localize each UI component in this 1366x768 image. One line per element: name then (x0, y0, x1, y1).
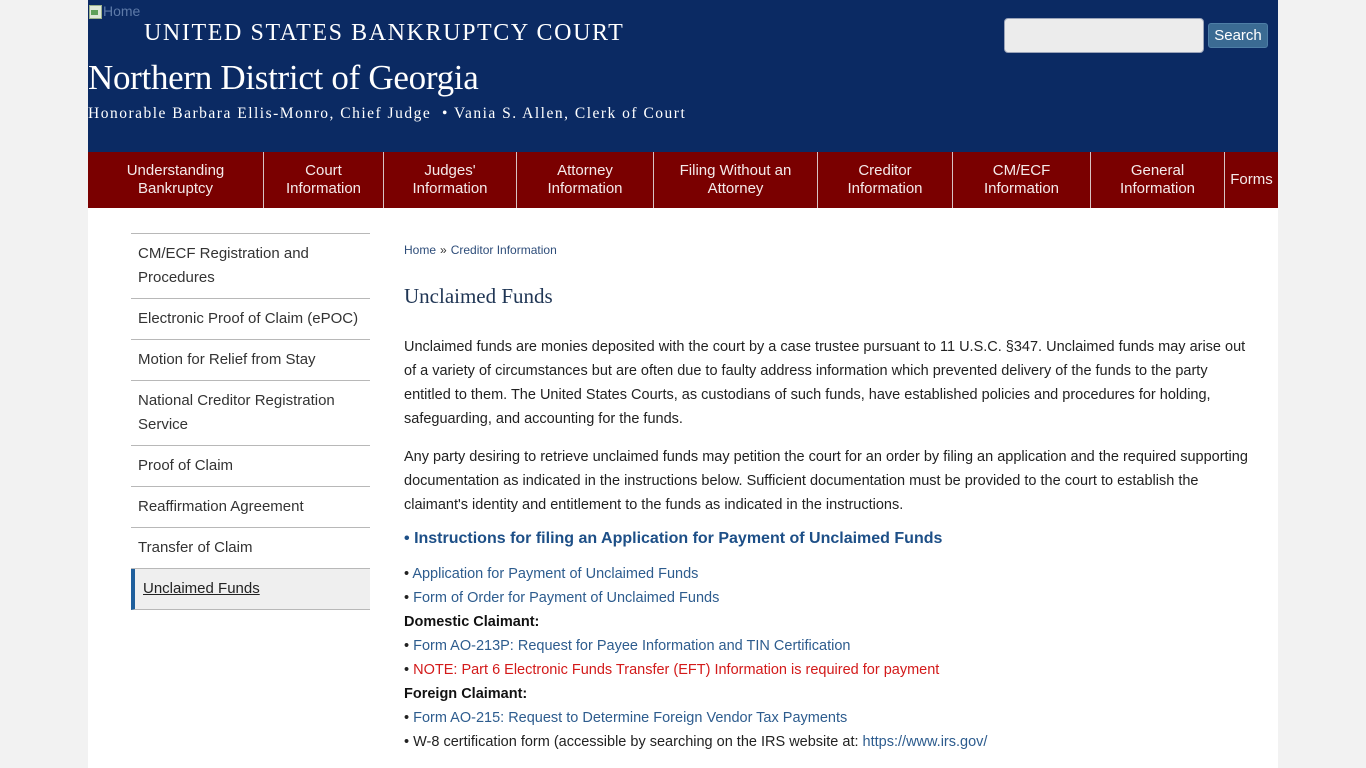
nav-filing-without-attorney[interactable]: Filing Without an Attorney (654, 152, 818, 208)
sidebar-item-motion-relief-stay[interactable]: Motion for Relief from Stay (131, 340, 370, 381)
list-item (404, 730, 1254, 754)
home-logo-link[interactable] (88, 2, 140, 20)
nav-forms[interactable]: Forms (1230, 171, 1273, 188)
page-title: Unclaimed Funds (404, 284, 553, 308)
list-item (404, 562, 1254, 586)
application-form-link[interactable]: Application for Payment of Unclaimed Funds (412, 566, 699, 582)
ao-215-form-link[interactable]: Form AO-215: Request to Determine Foreign Vendor Tax Payments (413, 710, 848, 726)
nav-creditor-information[interactable]: Creditor Information (818, 152, 953, 208)
intro-paragraph: Unclaimed funds are monies deposited with the court by a case trustee pursuant to 11 U.S.C. §347. Unclaimed funds may arise out of a variety of circumstances but are often due to faulty address information which prevented delivery of the funds to the party entitled to them. The United States Courts, as custodians of such funds, have established policies and procedures for holding, safeguarding, and accounting for the funds. (404, 339, 1246, 427)
nav-cmecf-information[interactable]: CM/ECF Information (953, 152, 1091, 208)
w8-text: W-8 certification form (accessible by searching on the IRS website at: (413, 734, 863, 750)
retrieval-paragraph: Any party desiring to retrieve unclaimed funds may petition the court for an order by filing an application and the required supporting documentation as indicated in the instructions below. Sufficient documentation must be provided to the court to establish the claimant's identity and entitlement to the funds as indicated in the instructions. (404, 449, 1248, 513)
breadcrumb-creditor-information-link[interactable]: Creditor Information (450, 243, 557, 257)
nav-judges-information[interactable]: Judges' Information (384, 152, 517, 208)
list-item (404, 634, 1254, 658)
sidebar-item-reaffirmation-agreement[interactable]: Reaffirmation Agreement (131, 487, 370, 528)
breadcrumb-separator: » (440, 243, 447, 257)
list-item (404, 586, 1254, 610)
broken-image-icon (88, 4, 102, 18)
sidebar-item-unclaimed-funds[interactable] (131, 569, 370, 610)
instructions-link[interactable]: Instructions for filing an Application for Payment of Unclaimed Funds (414, 530, 943, 547)
court-officials: Honorable Barbara Ellis-Monro, Chief Judge • Vania S. Allen, Clerk of Court (88, 105, 687, 122)
list-item (404, 706, 1254, 730)
bullet: • (404, 590, 410, 606)
irs-website-link[interactable]: https://www.irs.gov/ (862, 734, 988, 750)
search-input[interactable] (1004, 18, 1204, 53)
bullet: • (404, 710, 410, 726)
sidebar-item-national-creditor-registration[interactable]: National Creditor Registration Service (131, 381, 370, 446)
search-button[interactable]: Search (1208, 23, 1268, 48)
site-header (88, 0, 1278, 152)
sidebar-item-epoc[interactable]: Electronic Proof of Claim (ePOC) (131, 299, 370, 340)
list-item (404, 658, 1254, 682)
bullet: • (404, 530, 410, 547)
nav-attorney-information[interactable]: Attorney Information (517, 152, 654, 208)
nav-understanding-bankruptcy[interactable]: Understanding Bankruptcy (88, 152, 264, 208)
forms-list (404, 562, 1254, 754)
bullet: • (404, 566, 410, 582)
bullet: • (404, 734, 410, 750)
ao-213p-form-link[interactable]: Form AO-213P: Request for Payee Information and TIN Certification (413, 638, 851, 654)
sidebar-item-cmecf-registration[interactable]: CM/ECF Registration and Procedures (131, 234, 370, 299)
nav-general-information[interactable]: General Information (1091, 152, 1225, 208)
sidebar-item-proof-of-claim[interactable]: Proof of Claim (131, 446, 370, 487)
home-logo-alt-text: Home (103, 3, 141, 19)
breadcrumb-home-link[interactable]: Home (404, 243, 437, 257)
instructions-row (404, 530, 1254, 548)
eft-note: NOTE: Part 6 Electronic Funds Transfer (EFT) Information is required for payment (413, 662, 940, 678)
breadcrumb (404, 240, 1254, 260)
main-content (404, 240, 1254, 754)
bullet: • (404, 662, 410, 678)
nav-court-information[interactable]: Court Information (264, 152, 384, 208)
sidebar-menu (131, 233, 370, 610)
bullet: • (404, 638, 410, 654)
sidebar-item-label: Unclaimed Funds (143, 580, 260, 597)
district-name: Northern District of Georgia (88, 58, 479, 97)
order-form-link[interactable]: Form of Order for Payment of Unclaimed Funds (413, 590, 720, 606)
domestic-claimant-heading: Domestic Claimant: (404, 614, 540, 630)
court-name: UNITED STATES BANKRUPTCY COURT (144, 20, 625, 46)
sidebar-item-transfer-of-claim[interactable]: Transfer of Claim (131, 528, 370, 569)
main-nav (88, 152, 1278, 208)
foreign-claimant-heading: Foreign Claimant: (404, 686, 528, 702)
page-container (88, 0, 1278, 768)
